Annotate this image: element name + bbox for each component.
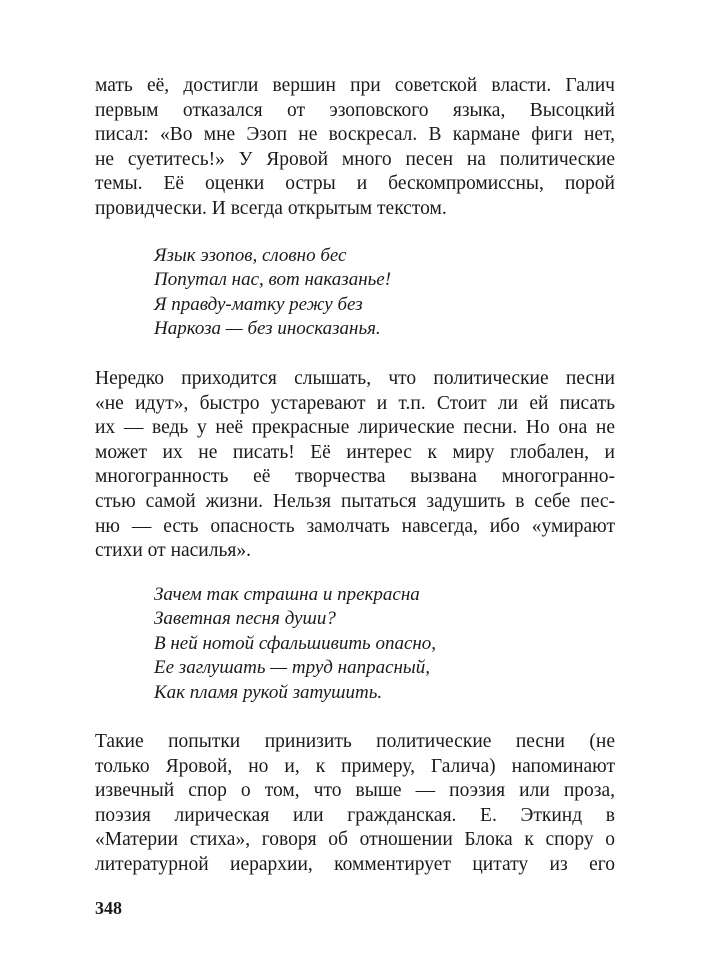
paragraph-3	[95, 730, 615, 878]
text-line: ню — есть опасность замолчать навсегда, ибо «умирают	[95, 515, 615, 537]
text-line: стью самой жизни. Нельзя пытаться задушить в себе пес-	[95, 490, 615, 512]
text-line: может их не писать! Её интерес к миру глобален, и	[95, 441, 615, 463]
text-line: только Яровой, но и, к примеру, Галича) напоминают	[95, 755, 615, 777]
text-line: темы. Её оценки остры и бескомпромиссны, порой	[95, 173, 615, 195]
text-line: Нередко приходится слышать, что политические песни	[95, 368, 615, 389]
text-line: поэзия лирическая или гражданская. Е. Эткинд в	[95, 804, 615, 826]
text-line: их — ведь у неё прекрасные лирические песни. Но она не	[95, 417, 615, 439]
paragraph-2	[95, 367, 615, 564]
text-line: «не идут», быстро устаревают и т.п. Стоит ли ей писать	[95, 392, 615, 414]
text-line: извечный спор о том, что выше — поэзия или проза,	[95, 780, 615, 802]
verse-line: Я правду-матку режу без	[154, 293, 363, 315]
verse-line: Наркоза — без иносказанья.	[154, 318, 381, 340]
paragraph-1	[95, 74, 615, 222]
verse-line: В ней нотой сфальшивить опасно,	[154, 632, 437, 654]
page-number: 348	[95, 898, 122, 918]
text-line: многогранность её творчества вызвана многогранно-	[95, 466, 615, 488]
text-line: не суетитесь!» У Яровой много песен на политические	[95, 148, 615, 170]
text-line: Такие попытки принизить политические песни (не	[95, 731, 615, 752]
verse-1	[154, 244, 391, 342]
verse-line: Зачем так страшна и прекрасна	[154, 584, 420, 605]
text-line: «Материи стиха», говоря об отношении Блока к спору о	[95, 829, 615, 851]
verse-line: Язык эзопов, словно бес	[154, 245, 347, 266]
text-line: писал: «Во мне Эзоп не воскресал. В кармане фиги нет,	[95, 124, 615, 146]
verse-line: Попутал нас, вот наказанье!	[154, 269, 392, 291]
verse-line: Как пламя рукой затушить.	[154, 681, 383, 703]
verse-line: Заветная песня души?	[154, 608, 336, 630]
text-line: первым отказался от эзоповского языка, Высоцкий	[95, 99, 615, 121]
text-line: литературной иерархии, комментирует цитату из его	[95, 853, 615, 875]
verse-2	[154, 583, 436, 705]
verse-line: Ее заглушать — труд напрасный,	[154, 657, 431, 679]
text-line: стихи от насилья».	[95, 540, 251, 562]
text-line: провидчески. И всегда открытым текстом.	[95, 197, 447, 219]
text-line: мать её, достигли вершин при советской власти. Галич	[95, 75, 615, 96]
